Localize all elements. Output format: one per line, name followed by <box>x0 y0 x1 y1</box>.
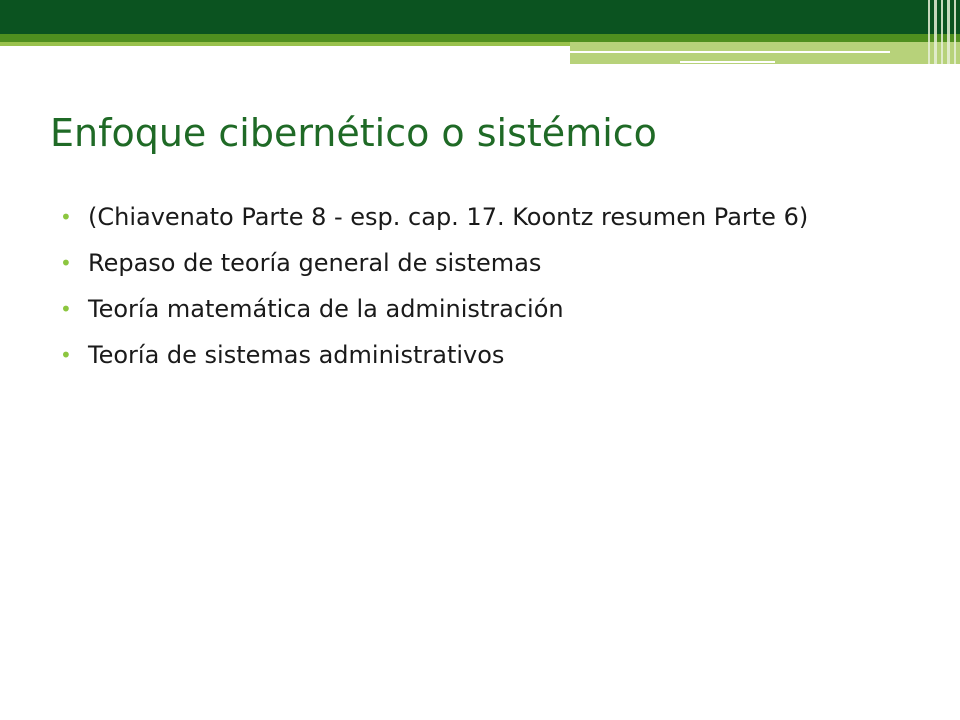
banner-accent-line <box>570 51 890 53</box>
banner-light-band-left <box>0 42 570 46</box>
banner-stripe <box>941 0 943 64</box>
slide-title: Enfoque cibernético o sistémico <box>50 111 657 155</box>
banner-dark-band <box>0 0 960 34</box>
bullet-item <box>58 337 878 373</box>
bullet-marker-icon: • <box>60 205 72 229</box>
bullet-text: Teoría de sistemas administrativos <box>88 341 505 369</box>
banner-mid-band <box>0 34 960 42</box>
bullet-item <box>58 245 878 281</box>
bullet-marker-icon: • <box>60 251 72 275</box>
banner-stripe <box>947 0 950 64</box>
bullet-text: Teoría matemática de la administración <box>88 295 564 323</box>
bullet-marker-icon: • <box>60 297 72 321</box>
bullet-item <box>58 199 878 235</box>
banner-stripe <box>934 0 937 64</box>
banner-stripe <box>954 0 956 64</box>
banner-accent-line-short <box>680 61 775 63</box>
banner-stripe <box>928 0 930 64</box>
bullet-text: (Chiavenato Parte 8 - esp. cap. 17. Koontz resumen Parte 6) <box>88 203 809 231</box>
bullet-list <box>58 199 878 383</box>
bullet-text: Repaso de teoría general de sistemas <box>88 249 542 277</box>
bullet-marker-icon: • <box>60 343 72 367</box>
bullet-item <box>58 291 878 327</box>
